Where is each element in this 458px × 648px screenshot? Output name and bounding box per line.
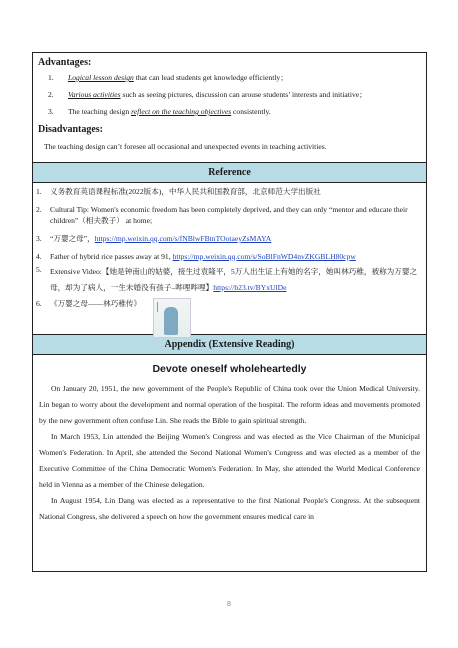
list-item: 6. 《万婴之母——林巧稚传》 [36,298,423,338]
lesson-table [32,52,427,572]
advantages-list [38,72,421,117]
essay-paragraph: On January 20, 1951, the new government of the People's Republic of China took over the Union Medical University. Lin began to worry about the development and normal operation of the hospital. The reform ideas and movements promoted by the new government often confuse Lin. She reads the Bible to gain spiritual strength. [39,384,420,425]
reference-heading: Reference [33,163,426,183]
disadvantages-heading: Disadvantages: [38,124,104,135]
evaluation-cell [33,53,426,163]
essay-paragraph: In August 1954, Lin Dang was elected as a representative to the first National People's Congress. At the subsequent National Congress, she delivered a speech on how the government ensures medical care in [39,496,420,521]
page-number: 8 [227,601,231,608]
book-cover-image [153,298,191,338]
disadvantages-text: The teaching design can’t foresee all occasional and unexpected events in teaching activities. [44,142,327,151]
advantages-heading: Advantages: [38,57,92,68]
reference-link[interactable]: https://b23.tv/BYxUlDe [213,283,287,292]
appendix-reading [33,355,426,571]
list-item: 2. Various activities such as seeing pictures, discussion can arouse students’ interests and initiative； [48,90,367,99]
reference-list [33,183,426,335]
reference-link[interactable]: https://mp.weixin.qq.com/s/fNBlwFBtnTOotaeyZsMAYA [94,234,272,243]
list-item: 5. Extensive Video:【她是钟南山的姑婆，接生过袁隆平，5万人出生证上有她的名字，她叫林巧稚，被称为万婴之母，却为了病人，一生未婚没有孩子–哔哩哔哩】https://b23.tv/BYxUlDe [36,265,418,292]
reference-link[interactable]: https://mp.weixin.qq.com/s/SoBlFnWD4nvZKGBLH80cpw [172,252,356,261]
list-item: 1. 义务教育英语课程标准(2022版本)，中华人民共和国教育部，北京师范大学出版社 [36,187,321,196]
list-item: 3. “万婴之母”，https://mp.weixin.qq.com/s/fNBlwFBtnTOotaeyZsMAYA [36,234,272,243]
essay-title: Devote oneself wholeheartedly [152,363,307,375]
essay-paragraph: In March 1953, Lin attended the Beijing Women's Congress and was elected as the Vice Chairman of the Municipal Women's Federation. In April, she attended the Second National Women's Congress and was elected as a member of the Executive Committee of the China Democratic Women's Federation. In May, she attended the World Medical Conference held in Vienna as a member of the Chinese delegation. [39,432,420,489]
list-item: 2. Cultural Tip: Women's economic freedom has been completely deprived, and they can only “mentor and educate their children”（相夫教子） at home; [36,205,408,225]
list-item: 4. Father of hybrid rice passes away at 91, https://mp.weixin.qq.com/s/SoBlFnWD4nvZKGBLH80cpw [36,252,356,261]
list-item: 1. Logical lesson design that can lead students get knowledge efficiently； [48,73,288,82]
list-item: 3. The teaching design reflect on the teaching objectives consistently. [48,107,271,116]
appendix-heading: Appendix (Extensive Reading) [33,335,426,355]
